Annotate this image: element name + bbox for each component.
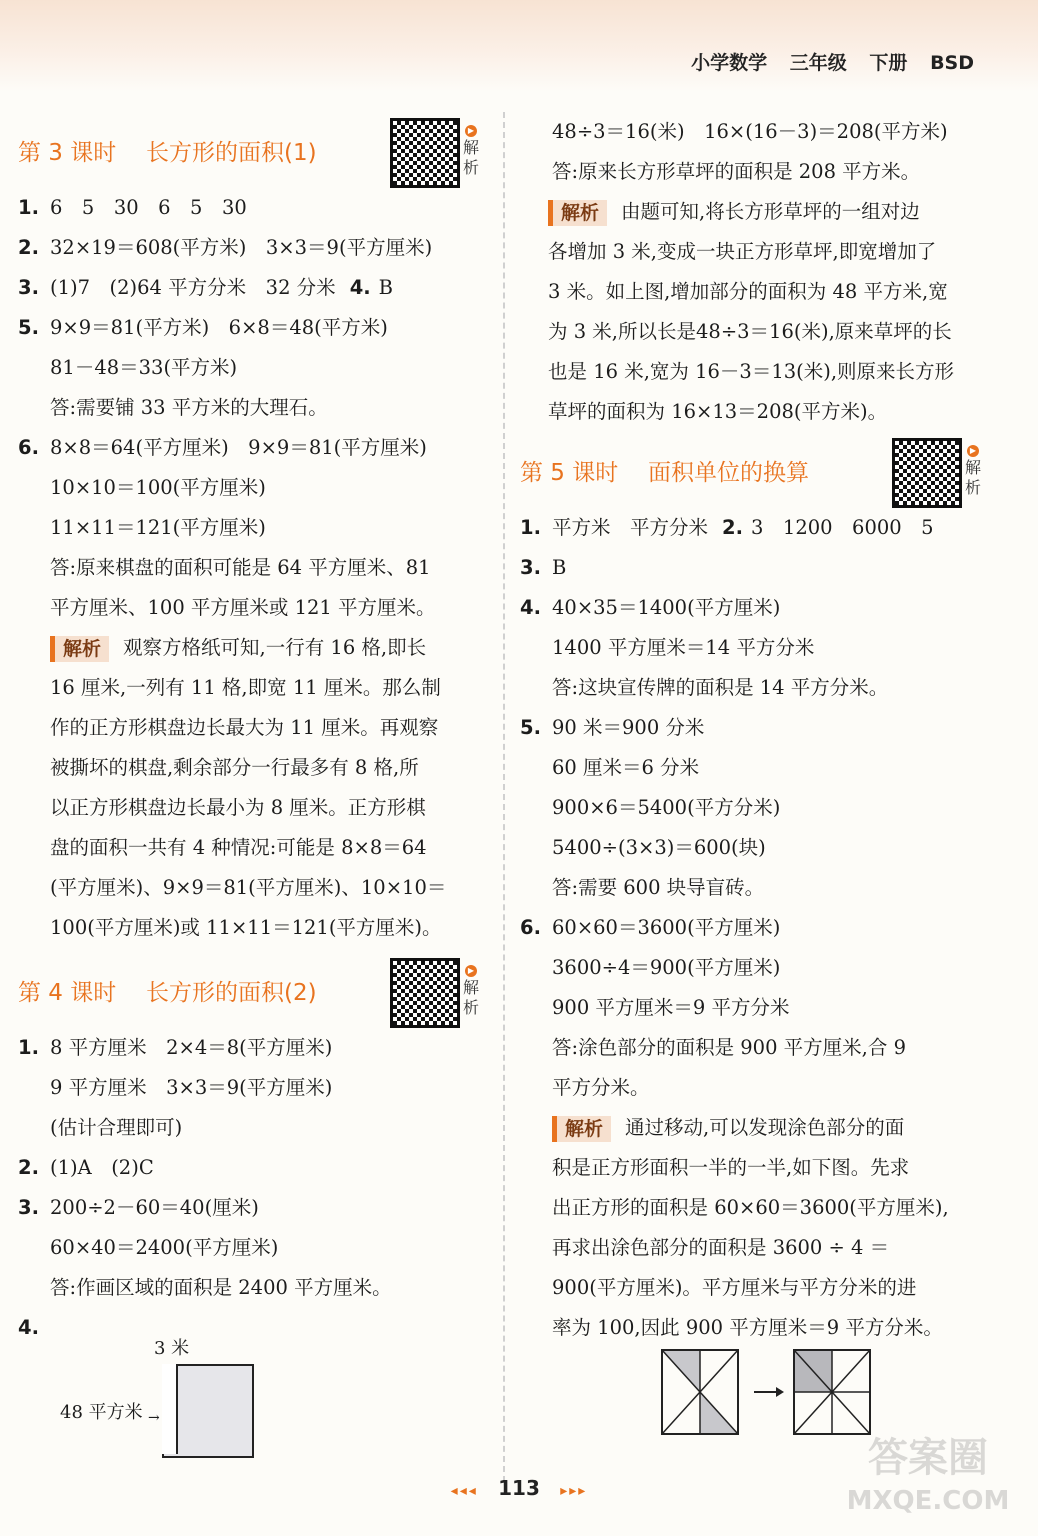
analysis-line: 积是正方形面积一半的一半,如下图。先求	[552, 1156, 910, 1179]
qr-badge	[460, 958, 482, 1018]
answer-text: 答:需要铺 33 平方米的大理石。	[50, 396, 328, 419]
section-4-lesson: 第 4 课时	[18, 980, 117, 1006]
answer-line	[18, 548, 488, 588]
analysis-line: 为 3 米,所以长是48÷3＝16(米),原来草坪的长	[548, 320, 952, 343]
question-number: 1.	[18, 1036, 39, 1059]
question-number: 3.	[18, 276, 39, 299]
answer-line	[18, 268, 488, 308]
answer-text: 200÷2－60＝40(厘米)	[50, 1196, 259, 1219]
analysis-text: 观察方格纸可知,一行有 16 格,即长	[123, 636, 427, 659]
watermark-url: MXQE.COM	[846, 1486, 1010, 1516]
answer-line	[18, 1308, 488, 1339]
answer-line	[520, 908, 990, 948]
question-number: 6.	[18, 436, 39, 459]
question-number: 1.	[520, 516, 541, 539]
answer-line	[18, 388, 488, 428]
answer-line	[520, 508, 990, 548]
qr-code-icon[interactable]	[892, 438, 962, 508]
answer-line	[18, 1148, 488, 1188]
analysis-line: 各增加 3 米,变成一块正方形草坪,即宽增加了	[548, 240, 937, 263]
analysis-line: 3 米。如上图,增加部分的面积为 48 平方米,宽	[548, 280, 948, 303]
qr-badge	[460, 118, 482, 178]
answer-line	[520, 548, 990, 588]
answer-text: 平方分米。	[552, 1076, 650, 1099]
analysis-line: 盘的面积一共有 4 种情况:可能是 8×8＝64	[50, 836, 427, 859]
answer-line	[18, 1028, 488, 1068]
answer-text: 10×10＝100(平方厘米)	[50, 476, 266, 499]
answer-text: 答:需要 600 块导盲砖。	[552, 876, 765, 899]
question-number: 4.	[520, 596, 541, 619]
analysis-block	[520, 192, 990, 432]
answer-text: 平方厘米、100 平方厘米或 121 平方厘米。	[50, 596, 436, 619]
answer-line	[520, 708, 990, 748]
analysis-line: 被撕坏的棋盘,剩余部分一行最多有 8 格,所	[50, 756, 419, 779]
figure-area-label: 48 平方米	[60, 1402, 143, 1423]
answer-text: 答:涂色部分的面积是 900 平方厘米,合 9	[552, 1036, 906, 1059]
analysis-line	[50, 628, 488, 668]
square-before	[662, 1350, 738, 1434]
analysis-block	[18, 628, 488, 948]
arrows-right-icon: ▸▸▸	[560, 1483, 588, 1499]
answer-text: 6 5 30 6 5 30	[50, 196, 247, 219]
answer-text: 9×9＝81(平方米) 6×8＝48(平方米)	[50, 316, 388, 339]
answer-line	[520, 668, 990, 708]
arrow-right-icon	[754, 1387, 784, 1397]
answer-text: 90 米＝900 分米	[552, 716, 705, 739]
answer-text: 答:作画区域的面积是 2400 平方厘米。	[50, 1276, 392, 1299]
answer-line	[520, 628, 990, 668]
answer-line	[520, 988, 990, 1028]
answer-line	[520, 948, 990, 988]
answer-text: (1)7 (2)64 平方分米 32 分米	[50, 276, 336, 299]
answer-text: 答:这块宣传牌的面积是 14 平方分米。	[552, 676, 889, 699]
header-volume: 下册	[869, 52, 908, 74]
header-band	[0, 0, 1038, 92]
rectangle-figure	[18, 1334, 488, 1464]
answer-text: 9 平方厘米 3×3＝9(平方厘米)	[50, 1076, 333, 1099]
question-number: 2.	[722, 516, 743, 539]
analysis-line: 100(平方厘米)或 11×11＝121(平方厘米)。	[50, 916, 442, 939]
question-number: 6.	[520, 916, 541, 939]
qr-code-icon[interactable]	[390, 958, 460, 1028]
qr-label: 解析	[462, 138, 479, 177]
answer-line	[18, 428, 488, 468]
answer-text: 8 平方厘米 2×4＝8(平方厘米)	[50, 1036, 333, 1059]
answer-text: 1400 平方厘米＝14 平方分米	[552, 636, 815, 659]
analysis-line: 草坪的面积为 16×13＝208(平方米)。	[548, 400, 888, 423]
header-subject: 小学数学	[691, 52, 768, 74]
header-grade: 三年级	[789, 52, 847, 74]
answer-text: 11×11＝121(平方厘米)	[50, 516, 266, 539]
analysis-line: 16 厘米,一列有 11 格,即宽 11 厘米。那么制	[50, 676, 441, 699]
answer-line	[520, 1068, 990, 1108]
answer-text: (估计合理即可)	[50, 1116, 183, 1139]
question-number: 1.	[18, 196, 39, 219]
answer-text: 3600÷4＝900(平方厘米)	[552, 956, 781, 979]
analysis-line	[552, 1108, 990, 1148]
answer-text: B	[552, 556, 567, 579]
answer-text: 60×60＝3600(平方厘米)	[552, 916, 781, 939]
analysis-tag: 解析	[552, 1116, 611, 1142]
analysis-line: 率为 100,因此 900 平方厘米＝9 平方分米。	[552, 1316, 943, 1339]
qr-code-icon[interactable]	[390, 118, 460, 188]
page-number: 113	[498, 1476, 540, 1500]
section-5-topic: 面积单位的换算	[648, 460, 809, 486]
answer-line	[18, 1268, 488, 1308]
watermark-text: 答案圈	[868, 1435, 988, 1481]
analysis-text: 通过移动,可以发现涂色部分的面	[625, 1116, 905, 1139]
answer-text: 48÷3＝16(米) 16×(16－3)＝208(平方米)	[552, 120, 948, 143]
answer-text: 答:原来长方形草坪的面积是 208 平方米。	[552, 160, 921, 183]
arrow-right-icon: →	[148, 1410, 160, 1426]
watermark	[828, 1432, 1028, 1532]
section-5-lesson: 第 5 课时	[520, 460, 619, 486]
question-number: 2.	[18, 236, 39, 259]
qr-label: 解析	[964, 458, 981, 497]
answer-text: 32×19＝608(平方米) 3×3＝9(平方厘米)	[50, 236, 433, 259]
answer-line	[18, 1108, 488, 1148]
left-column	[18, 112, 488, 1464]
analysis-line: 出正方形的面积是 60×60＝3600(平方厘米),	[552, 1196, 949, 1219]
question-number: 4.	[349, 276, 371, 299]
question-number: 2.	[18, 1156, 39, 1179]
answer-text: 40×35＝1400(平方厘米)	[552, 596, 781, 619]
answer-line	[18, 1068, 488, 1108]
analysis-line: 作的正方形棋盘边长最大为 11 厘米。再观察	[50, 716, 439, 739]
answer-text: 答:原来棋盘的面积可能是 64 平方厘米、81	[50, 556, 431, 579]
analysis-text: 由题可知,将长方形草坪的一组对边	[621, 200, 920, 223]
section-4-title	[18, 958, 488, 1020]
question-number: 5.	[18, 316, 39, 339]
arrows-left-icon: ◂◂◂	[450, 1483, 478, 1499]
answer-line	[18, 588, 488, 628]
answer-line	[520, 152, 990, 192]
section-4-topic: 长方形的面积(2)	[146, 980, 317, 1006]
question-number: 3.	[18, 1196, 39, 1219]
answer-line	[18, 228, 488, 268]
question-number: 3.	[520, 556, 541, 579]
section-3-title	[18, 118, 488, 180]
analysis-tag: 解析	[50, 636, 109, 662]
answer-text: (1)A (2)C	[50, 1156, 154, 1179]
analysis-line: 以正方形棋盘边长最小为 8 厘米。正方形棋	[50, 796, 426, 819]
figure-width-label: 3 米	[154, 1338, 190, 1359]
answer-line	[520, 788, 990, 828]
qr-label: 解析	[462, 978, 479, 1017]
square-diagram	[660, 1348, 910, 1438]
section-5-title	[520, 438, 990, 500]
play-icon: ▶	[465, 125, 477, 137]
answer-text: 81－48＝33(平方米)	[50, 356, 238, 379]
header-edition: BSD	[930, 52, 974, 74]
play-icon: ▶	[465, 965, 477, 977]
analysis-line: (平方厘米)、9×9＝81(平方厘米)、10×10＝	[50, 876, 447, 899]
answer-line	[520, 828, 990, 868]
answer-line	[520, 1028, 990, 1068]
analysis-line: 900(平方厘米)。平方厘米与平方分米的进	[552, 1276, 917, 1299]
analysis-line	[548, 192, 990, 232]
answer-line	[18, 188, 488, 228]
analysis-line: 再求出涂色部分的面积是 3600 ÷ 4 ＝	[552, 1236, 890, 1259]
answer-text: 8×8＝64(平方厘米) 9×9＝81(平方厘米)	[50, 436, 427, 459]
column-divider	[503, 112, 505, 1482]
qr-badge	[962, 438, 984, 498]
answer-text: 900×6＝5400(平方分米)	[552, 796, 781, 819]
answer-text: 5400÷(3×3)＝600(块)	[552, 836, 766, 859]
answer-text: 60 厘米＝6 分米	[552, 756, 700, 779]
answer-line	[18, 508, 488, 548]
question-number: 4.	[18, 1316, 39, 1339]
question-number: 5.	[520, 716, 541, 739]
answer-line	[520, 868, 990, 908]
answer-line	[18, 468, 488, 508]
play-icon: ▶	[967, 445, 979, 457]
analysis-block	[520, 1108, 990, 1348]
answer-line	[18, 1228, 488, 1268]
answer-line	[520, 112, 990, 152]
right-column	[520, 112, 990, 1448]
answer-line	[520, 748, 990, 788]
answer-text: 3 1200 6000 5	[751, 516, 934, 539]
answer-text: B	[378, 276, 394, 299]
answer-line	[18, 1188, 488, 1228]
square-after	[794, 1350, 870, 1434]
analysis-line: 也是 16 米,宽为 16－3＝13(米),则原来长方形	[548, 360, 955, 383]
figure-strip	[162, 1364, 178, 1454]
answer-line	[18, 308, 488, 348]
section-3-lesson: 第 3 课时	[18, 140, 117, 166]
section-3-topic: 长方形的面积(1)	[146, 140, 317, 166]
answer-text: 900 平方厘米＝9 平方分米	[552, 996, 790, 1019]
page-header	[675, 48, 974, 75]
answer-line	[520, 588, 990, 628]
analysis-tag: 解析	[548, 200, 607, 226]
answer-line	[18, 348, 488, 388]
answer-text: 60×40＝2400(平方厘米)	[50, 1236, 279, 1259]
answer-text: 平方米 平方分米	[552, 516, 709, 539]
